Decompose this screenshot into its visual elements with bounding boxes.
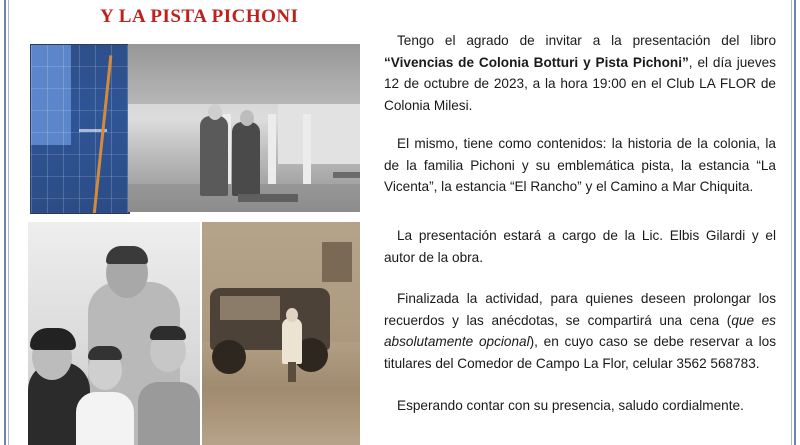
map-photo bbox=[30, 44, 130, 214]
book-title: “Vivencias de Colonia Botturi y Pista Pichoni” bbox=[384, 54, 689, 70]
right-border-rule bbox=[782, 0, 800, 445]
p4-end: ), en cuyo caso se debe reservar a los titulares del Comedor de Campo La Flor, celular 3562 568783. bbox=[384, 334, 776, 371]
p4-optional: que es absolutamente opcional bbox=[384, 312, 776, 349]
family-photo bbox=[28, 222, 200, 445]
p1-intro: Tengo el agrado de invitar a la presentación del libro bbox=[397, 33, 776, 48]
left-border-rule bbox=[0, 0, 18, 445]
paragraph-contents: El mismo, tiene como contenidos: la historia de la colonia, la de la familia Pichoni y su emblemática pista, la estancia “La Vicenta”, la estancia “El Rancho” y el Camino a Mar Chiquita. bbox=[384, 136, 776, 194]
paragraph-invitation bbox=[384, 30, 776, 116]
car-photo bbox=[202, 222, 360, 445]
paragraph-closing: Esperando contar con su presencia, saludo cordialmente. bbox=[397, 398, 744, 413]
pista-photo bbox=[128, 44, 360, 212]
page-title: Y LA PISTA PICHONI bbox=[100, 6, 299, 27]
p4-start: Finalizada la actividad, para quienes deseen prolongar los recuerdos y las anécdotas, se compartirá una cena ( bbox=[384, 291, 776, 328]
paragraph-presenters: La presentación estará a cargo de la Lic. Elbis Gilardi y el autor de la obra. bbox=[384, 228, 776, 265]
paragraph-dinner bbox=[384, 288, 776, 374]
p1-rest: , el día jueves 12 de octubre de 2023, a la hora 19:00 en el Club LA FLOR de Colonia Milesi. bbox=[384, 54, 776, 113]
